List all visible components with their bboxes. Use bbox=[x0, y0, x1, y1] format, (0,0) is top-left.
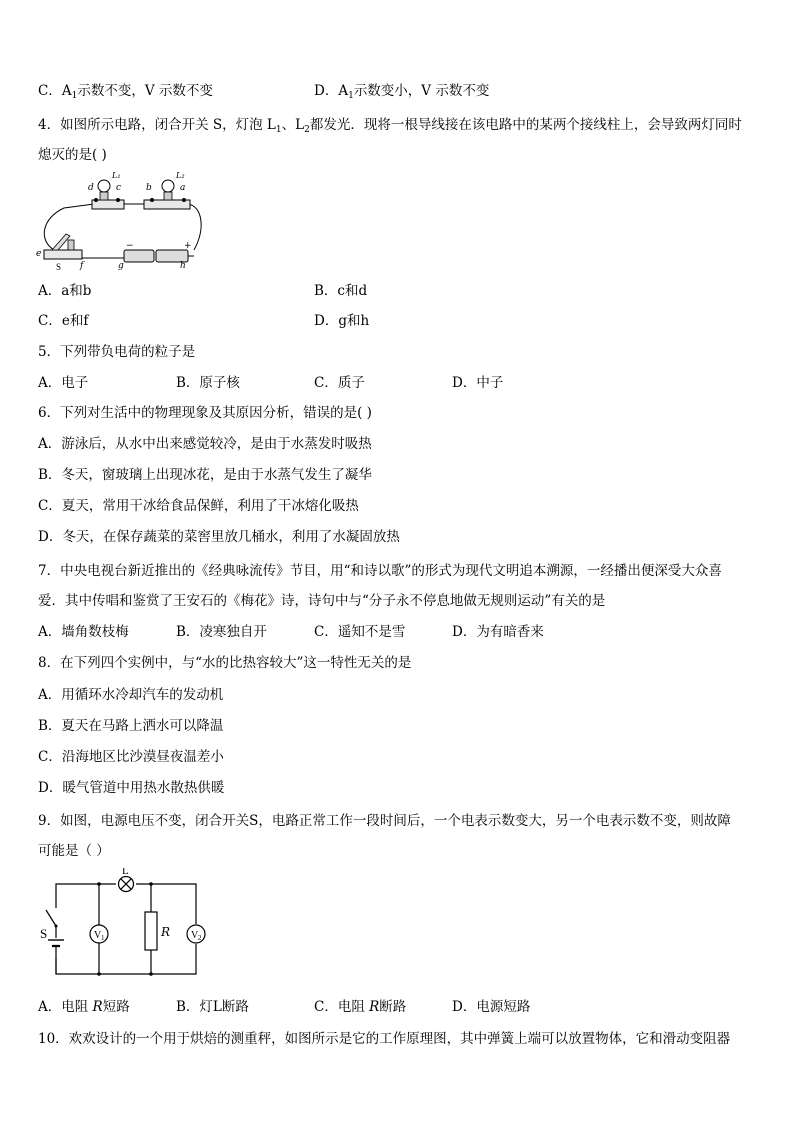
q10-stem-line1: 10．欢欢设计的一个用于烘焙的测重秤，如图所示是它的工作原理图，其中弹簧上端可以放置物体，它和滑动变阻器 bbox=[38, 1031, 731, 1047]
q6-option-b: B．冬天，窗玻璃上出现冰花，是由于水蒸气发生了凝华 bbox=[38, 467, 372, 483]
q4-switch-lever bbox=[52, 234, 70, 250]
q9-junction-1 bbox=[97, 882, 101, 886]
q4-label-b: b bbox=[146, 183, 152, 193]
q9-option-c: C．电阻 R断路 bbox=[314, 999, 407, 1015]
q4-label-f: f bbox=[80, 261, 84, 271]
q4-switch-clip bbox=[68, 240, 74, 250]
q4-switch-base bbox=[44, 250, 82, 259]
q4-label-l2: L₂ bbox=[176, 171, 185, 180]
q4-bulb1-base bbox=[100, 192, 108, 200]
q9-label-r: R bbox=[161, 925, 171, 939]
q4-terminal-a bbox=[182, 198, 186, 202]
q5-option-a: A．电子 bbox=[38, 375, 89, 391]
q3-option-c: C．$A_1$示数不变，V 示数不变 bbox=[38, 83, 213, 101]
q9-option-d: D．电源短路 bbox=[452, 999, 531, 1015]
q4-label-plus: + bbox=[184, 241, 192, 251]
q8-option-c: C．沿海地区比沙漠昼夜温差小 bbox=[38, 749, 224, 765]
q4-label-s: S bbox=[56, 262, 62, 272]
q4-label-l1: L₁ bbox=[112, 171, 121, 180]
q4-terminal-b bbox=[150, 198, 154, 202]
q9-junction-4 bbox=[149, 972, 153, 976]
q8-stem: 8．在下列四个实例中，与“水的比热容较大”这一特性无关的是 bbox=[38, 655, 412, 671]
q5-option-d: D．中子 bbox=[452, 375, 504, 391]
q7-option-b: B．凌寒独自开 bbox=[176, 624, 267, 640]
q4-option-a: A．a和b bbox=[38, 283, 92, 299]
q9-option-a: A．电阻 R短路 bbox=[38, 999, 130, 1015]
q9-junction-3 bbox=[97, 972, 101, 976]
q4-label-minus: − bbox=[126, 241, 134, 251]
q7-option-c: C．遥知不是雪 bbox=[314, 624, 406, 640]
q5-stem: 5．下列带负电荷的粒子是 bbox=[38, 344, 196, 360]
q4-terminal-c bbox=[116, 198, 120, 202]
q7-stem-line2: 爱．其中传唱和鉴赏了王安石的《梅花》诗，诗句中与“分子永不停息地做无规则运动”有关的是 bbox=[38, 593, 606, 609]
q6-option-c: C．夏天，常用干冰给食品保鲜，利用了干冰熔化吸热 bbox=[38, 498, 359, 514]
q4-label-e: e bbox=[36, 249, 42, 259]
q4-terminal-d bbox=[94, 198, 98, 202]
q9-label-v2-sub: 2 bbox=[198, 934, 202, 942]
q8-option-d: D．暖气管道中用热水散热供暖 bbox=[38, 780, 225, 796]
q8-option-b: B．夏天在马路上洒水可以降温 bbox=[38, 718, 224, 734]
q4-circuit-figure bbox=[34, 170, 214, 274]
q4-bulb1-icon bbox=[98, 180, 110, 192]
q6-option-a: A．游泳后，从水中出来感觉较冷，是由于水蒸发时吸热 bbox=[38, 436, 372, 452]
q4-option-c: C．e和f bbox=[38, 313, 89, 329]
q7-stem-line1: 7．中央电视台新近推出的《经典咏流传》节目，用“和诗以歌”的形式为现代文明追本溯源，一经播出便深受大众喜 bbox=[38, 563, 722, 579]
q9-label-l: L bbox=[122, 868, 129, 877]
q9-stem-line2: 可能是（ ） bbox=[38, 843, 110, 859]
q4-label-d: d bbox=[88, 183, 94, 193]
q4-label-h: h bbox=[180, 261, 186, 271]
q5-option-b: B．原子核 bbox=[176, 375, 240, 391]
q9-stem-line1: 9．如图，电源电压不变，闭合开关S，电路正常工作一段时间后，一个电表示数变大，另一个电表示数不变，则故障 bbox=[38, 813, 731, 829]
q7-option-d: D．为有暗香来 bbox=[452, 624, 544, 640]
q4-bulb2-base bbox=[164, 192, 172, 200]
q4-bulb2-icon bbox=[162, 180, 174, 192]
q9-circuit-figure bbox=[36, 868, 216, 984]
q6-option-d: D．冬天，在保存蔬菜的菜窖里放几桶水，利用了水凝固放热 bbox=[38, 529, 400, 545]
q9-label-s: S bbox=[40, 926, 48, 941]
q5-option-c: C．质子 bbox=[314, 375, 365, 391]
q3-option-d: D．$A_1$示数变小，V 示数不变 bbox=[314, 83, 490, 101]
q4-option-d: D．g和h bbox=[314, 313, 370, 329]
q9-label-v1-sub: 1 bbox=[101, 934, 105, 942]
q9-option-b: B．灯L断路 bbox=[176, 999, 249, 1015]
q4-label-c: c bbox=[116, 183, 122, 193]
q4-stem-line2: 熄灭的是( ) bbox=[38, 147, 107, 163]
q9-resistor-icon bbox=[145, 912, 157, 950]
q9-label-v1: V bbox=[94, 930, 102, 941]
q9-wire-loop bbox=[56, 884, 196, 974]
q4-label-a: a bbox=[180, 183, 186, 193]
q8-option-a: A．用循环水冷却汽车的发动机 bbox=[38, 687, 224, 703]
q9-label-v2: V bbox=[191, 930, 199, 941]
q4-battery-1 bbox=[124, 250, 154, 262]
q4-stem-line1: 4．如图所示电路，闭合开关 S，灯泡 $L_1$、$L_2$都发光．现将一根导线接在该电路中的某两个接线柱上，会导致两灯同时 bbox=[38, 117, 742, 135]
q6-stem: 6．下列对生活中的物理现象及其原因分析，错误的是( ) bbox=[38, 405, 372, 421]
q4-option-b: B．c和d bbox=[314, 283, 368, 299]
q9-junction-2 bbox=[149, 882, 153, 886]
q4-label-g: g bbox=[118, 261, 124, 271]
q7-option-a: A．墙角数枝梅 bbox=[38, 624, 129, 640]
